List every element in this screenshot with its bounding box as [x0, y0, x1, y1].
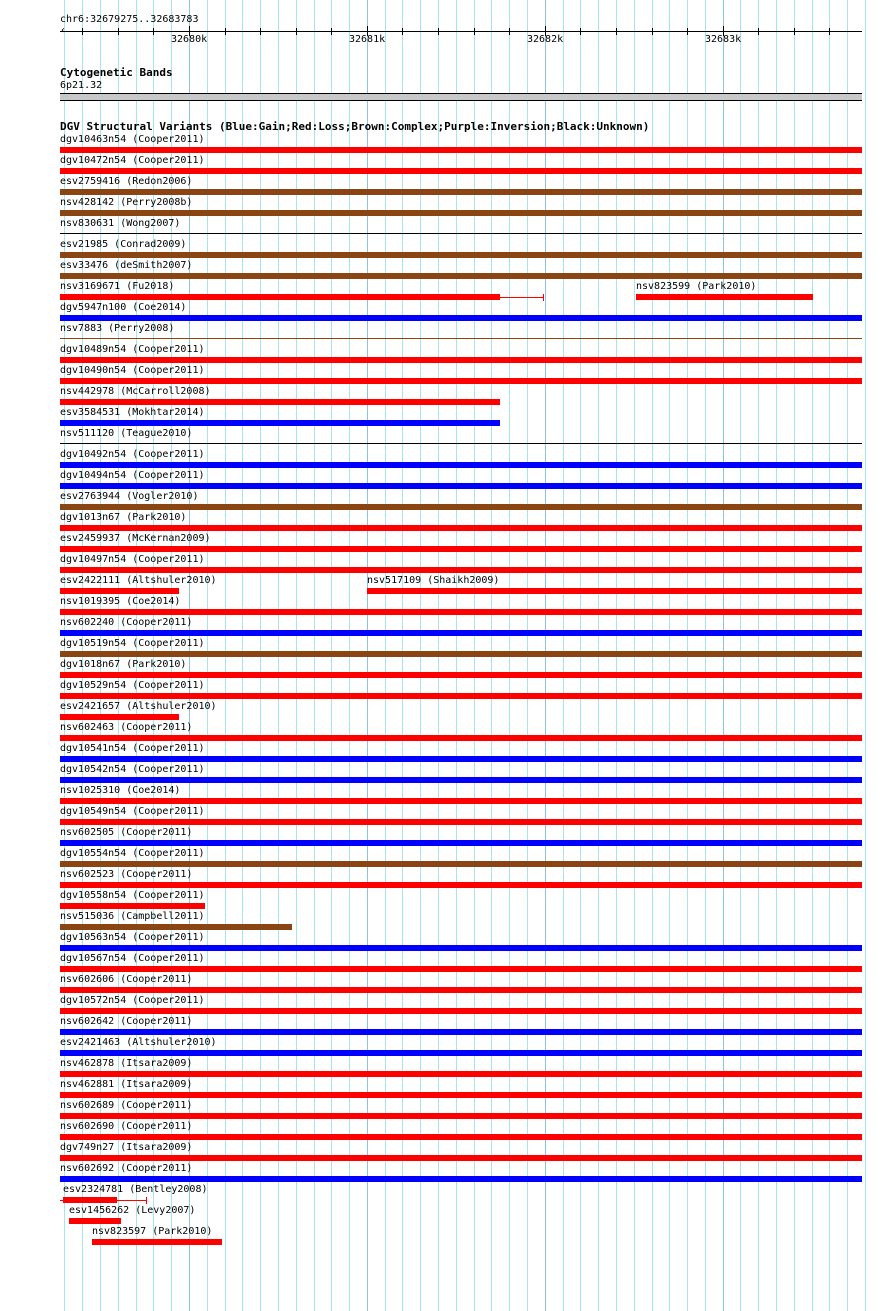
ruler-tick-label: 32681k — [349, 34, 386, 45]
variant-bar-loss[interactable] — [60, 357, 862, 363]
ruler-tick-label: 32682k — [527, 34, 564, 45]
variant-label[interactable]: dgv10472n54 (Cooper2011) — [60, 155, 205, 166]
variant-bar-loss[interactable] — [60, 693, 862, 699]
variant-label[interactable]: dgv1013n67 (Park2010) — [60, 512, 187, 523]
variant-bar-complex[interactable] — [60, 651, 862, 657]
variant-bar-complex[interactable] — [60, 273, 862, 279]
variant-label[interactable]: dgv10490n54 (Cooper2011) — [60, 365, 205, 376]
variant-label[interactable]: esv2759416 (Redon2006) — [60, 176, 193, 187]
variant-label[interactable]: dgv10497n54 (Cooper2011) — [60, 554, 205, 565]
variant-bar-loss[interactable] — [60, 882, 862, 888]
variant-label[interactable]: dgv10567n54 (Cooper2011) — [60, 953, 205, 964]
variant-bar-loss[interactable] — [60, 168, 862, 174]
variant-bar-loss[interactable] — [60, 567, 862, 573]
variant-label[interactable]: dgv10549n54 (Cooper2011) — [60, 806, 205, 817]
variant-bar-loss[interactable] — [60, 147, 862, 153]
variant-whisker-cap — [543, 294, 544, 301]
variant-line-unknown[interactable] — [60, 233, 862, 234]
variant-label[interactable]: esv2421657 (Altshuler2010) — [60, 701, 217, 712]
variant-bar-complex[interactable] — [60, 210, 862, 216]
variant-bar-complex[interactable] — [60, 861, 862, 867]
variant-label[interactable]: esv2421463 (Altshuler2010) — [60, 1037, 217, 1048]
variant-bar-gain[interactable] — [60, 462, 862, 468]
variant-label[interactable]: nsv602642 (Cooper2011) — [60, 1016, 193, 1027]
variant-bar-gain[interactable] — [60, 483, 862, 489]
minor-gridline — [865, 0, 866, 1311]
variant-bar-loss[interactable] — [60, 714, 179, 720]
variant-bar-loss[interactable] — [60, 672, 862, 678]
ruler-tick — [758, 28, 759, 35]
variant-bar-loss[interactable] — [367, 588, 862, 594]
variant-label[interactable]: dgv749n27 (Itsara2009) — [60, 1142, 193, 1153]
variant-label[interactable]: dgv10572n54 (Cooper2011) — [60, 995, 205, 1006]
variant-label[interactable]: nsv511120 (Teague2010) — [60, 428, 193, 439]
variant-bar-loss[interactable] — [60, 546, 862, 552]
variant-bar-loss[interactable] — [60, 294, 500, 300]
variant-bar-gain[interactable] — [60, 756, 862, 762]
variant-label[interactable]: nsv602606 (Cooper2011) — [60, 974, 193, 985]
variant-bar-loss[interactable] — [636, 294, 813, 300]
cytoband-6p21-32[interactable] — [60, 93, 862, 101]
variant-bar-complex[interactable] — [60, 189, 862, 195]
variant-label[interactable]: nsv7883 (Perry2008) — [60, 323, 175, 334]
variant-label[interactable]: esv21985 (Conrad2009) — [60, 239, 187, 250]
variant-label[interactable]: dgv10563n54 (Cooper2011) — [60, 932, 205, 943]
variant-bar-loss[interactable] — [60, 1134, 862, 1140]
ruler-tick — [331, 28, 332, 35]
variant-line-complex[interactable] — [60, 338, 862, 339]
variant-bar-loss[interactable] — [60, 1008, 862, 1014]
variant-label[interactable]: nsv602463 (Cooper2011) — [60, 722, 193, 733]
variant-bar-gain[interactable] — [60, 840, 862, 846]
variant-bar-loss[interactable] — [60, 798, 862, 804]
variant-bar-loss[interactable] — [60, 735, 862, 741]
variant-label[interactable]: dgv10554n54 (Cooper2011) — [60, 848, 205, 859]
variant-label[interactable]: nsv602692 (Cooper2011) — [60, 1163, 193, 1174]
variant-label[interactable]: dgv10494n54 (Cooper2011) — [60, 470, 205, 481]
variant-label[interactable]: nsv823597 (Park2010) — [92, 1226, 213, 1237]
variant-bar-loss[interactable] — [60, 987, 862, 993]
variant-label[interactable]: nsv602505 (Cooper2011) — [60, 827, 193, 838]
dgv-track-title: DGV Structural Variants (Blue:Gain;Red:Loss;Brown:Complex;Purple:Inversion;Black:Unknown) — [60, 120, 650, 133]
variant-label[interactable]: nsv517109 (Shaikh2009) — [367, 575, 500, 586]
variant-bar-loss[interactable] — [60, 525, 862, 531]
variant-label[interactable]: dgv5947n100 (Coe2014) — [60, 302, 187, 313]
ruler-tick — [616, 28, 617, 35]
variant-label[interactable]: nsv602689 (Cooper2011) — [60, 1100, 193, 1111]
variant-bar-complex[interactable] — [60, 504, 862, 510]
ruler-tick — [794, 28, 795, 35]
ruler-tick — [260, 28, 261, 35]
variant-bar-loss[interactable] — [60, 1155, 862, 1161]
variant-whisker — [500, 297, 543, 298]
variant-label[interactable]: nsv602240 (Cooper2011) — [60, 617, 193, 628]
variant-bar-gain[interactable] — [60, 315, 862, 321]
variant-bar-loss[interactable] — [60, 399, 500, 405]
variant-label[interactable]: esv2324781 (Bentley2008) — [63, 1184, 208, 1195]
ruler-tick — [474, 28, 475, 35]
variant-bar-gain[interactable] — [60, 1176, 862, 1182]
variant-bar-gain[interactable] — [60, 1029, 862, 1035]
variant-label[interactable]: nsv515036 (Campbell2011) — [60, 911, 205, 922]
variant-label[interactable]: nsv428142 (Perry2008b) — [60, 197, 193, 208]
ruler-tick — [509, 28, 510, 35]
variant-bar-loss[interactable] — [60, 378, 862, 384]
variant-bar-complex[interactable] — [60, 924, 292, 930]
variant-label[interactable]: dgv10489n54 (Cooper2011) — [60, 344, 205, 355]
variant-bar-loss[interactable] — [60, 1071, 862, 1077]
variant-bar-loss[interactable] — [63, 1197, 117, 1203]
variant-label[interactable]: nsv602690 (Cooper2011) — [60, 1121, 193, 1132]
left-arrow-icon[interactable]: ‹ — [60, 25, 67, 36]
ruler-tick — [225, 28, 226, 35]
variant-label[interactable]: nsv462881 (Itsara2009) — [60, 1079, 193, 1090]
ruler-tick — [652, 28, 653, 35]
ruler-tick — [580, 28, 581, 35]
variant-label[interactable]: dgv10519n54 (Cooper2011) — [60, 638, 205, 649]
ruler-tick-label: 32680k — [171, 34, 208, 45]
cyto-band-label: 6p21.32 — [60, 80, 103, 91]
variant-label[interactable]: esv33476 (deSmith2007) — [60, 260, 193, 271]
variant-bar-gain[interactable] — [60, 777, 862, 783]
region-label: chr6:32679275..32683783 — [60, 14, 199, 25]
variant-label[interactable]: dgv10529n54 (Cooper2011) — [60, 680, 205, 691]
variant-bar-gain[interactable] — [60, 1050, 862, 1056]
variant-bar-loss[interactable] — [60, 1113, 862, 1119]
ruler-tick — [296, 28, 297, 35]
ruler-tick — [438, 28, 439, 35]
variant-label[interactable]: dgv10541n54 (Cooper2011) — [60, 743, 205, 754]
ruler-tick — [687, 28, 688, 35]
variant-label[interactable]: nsv830631 (Wong2007) — [60, 218, 181, 229]
variant-whisker-cap — [146, 1197, 147, 1204]
variant-label[interactable]: nsv602523 (Cooper2011) — [60, 869, 193, 880]
variant-bar-complex[interactable] — [60, 252, 862, 258]
variant-line-unknown[interactable] — [60, 443, 862, 444]
variant-label[interactable]: nsv3169671 (Fu2018) — [60, 281, 175, 292]
ruler-tick — [402, 28, 403, 35]
variant-bar-loss[interactable] — [60, 966, 862, 972]
variant-bar-loss[interactable] — [69, 1218, 121, 1224]
variant-bar-loss[interactable] — [60, 1092, 862, 1098]
variant-label[interactable]: esv2763944 (Vogler2010) — [60, 491, 199, 502]
variant-bar-loss[interactable] — [60, 903, 205, 909]
variant-label[interactable]: dgv1018n67 (Park2010) — [60, 659, 187, 670]
ruler-tick — [118, 28, 119, 35]
ruler-tick-label: 32683k — [705, 34, 742, 45]
ruler-tick — [153, 28, 154, 35]
variant-label[interactable]: nsv1019395 (Coe2014) — [60, 596, 181, 607]
variant-bar-loss[interactable] — [60, 609, 862, 615]
variant-label[interactable]: dgv10492n54 (Cooper2011) — [60, 449, 205, 460]
ruler-tick — [829, 28, 830, 35]
variant-label[interactable]: dgv10463n54 (Cooper2011) — [60, 134, 205, 145]
variant-label[interactable]: esv2459937 (McKernan2009) — [60, 533, 211, 544]
cyto-track-title: Cytogenetic Bands — [60, 66, 173, 79]
variant-label[interactable]: esv1456262 (Levy2007) — [69, 1205, 196, 1216]
variant-bar-loss[interactable] — [60, 819, 862, 825]
variant-label[interactable]: nsv462878 (Itsara2009) — [60, 1058, 193, 1069]
variant-label[interactable]: dgv10542n54 (Cooper2011) — [60, 764, 205, 775]
variant-bar-gain[interactable] — [60, 945, 862, 951]
variant-label[interactable]: esv3584531 (Mokhtar2014) — [60, 407, 205, 418]
variant-bar-loss[interactable] — [60, 588, 179, 594]
variant-bar-gain[interactable] — [60, 630, 862, 636]
ruler-axis — [60, 31, 862, 32]
variant-label[interactable]: esv2422111 (Altshuler2010) — [60, 575, 217, 586]
variant-label[interactable]: nsv1025310 (Coe2014) — [60, 785, 181, 796]
variant-label[interactable]: nsv823599 (Park2010) — [636, 281, 757, 292]
variant-label[interactable]: dgv10558n54 (Cooper2011) — [60, 890, 205, 901]
variant-label[interactable]: nsv442978 (McCarroll2008) — [60, 386, 211, 397]
variant-bar-gain[interactable] — [60, 420, 500, 426]
variant-bar-loss[interactable] — [92, 1239, 222, 1245]
ruler-tick — [82, 28, 83, 35]
